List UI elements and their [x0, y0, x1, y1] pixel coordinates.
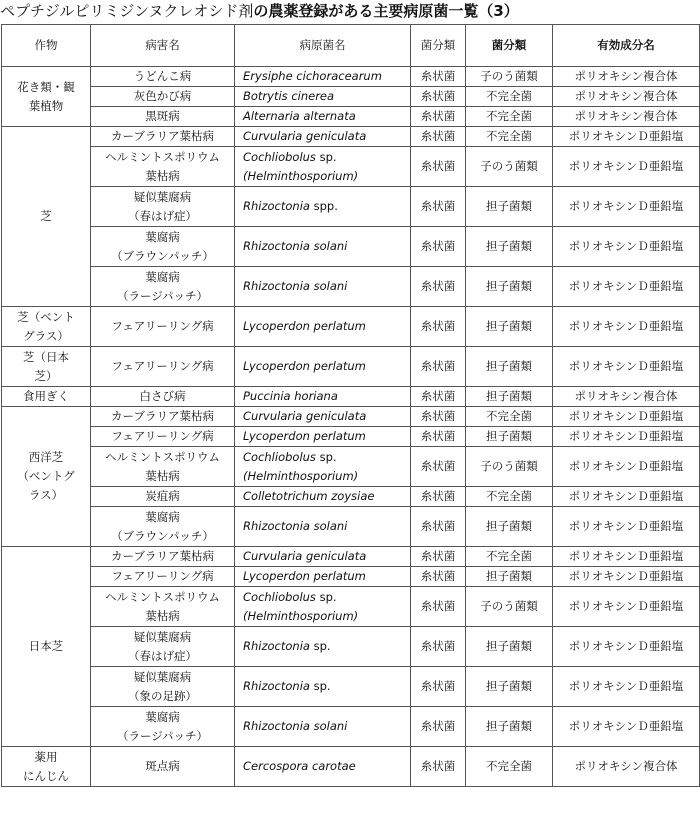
disease-cell	[91, 407, 235, 427]
disease-cell	[91, 347, 235, 387]
pathogen-name: Rhizoctonia solani	[243, 239, 348, 253]
type1-cell: 糸状菌	[411, 387, 466, 407]
type1-cell: 糸状菌	[411, 307, 466, 347]
ingredient-cell: ポリオキシンＤ亜鉛塩	[553, 427, 700, 447]
pathogen-qualifier: spp.	[309, 199, 338, 213]
table-row	[2, 407, 700, 427]
table-row	[2, 487, 700, 507]
disease-line: 疑似葉腐病	[133, 189, 192, 204]
pathogen-name: Curvularia geniculata	[243, 549, 367, 563]
disease-line: フェアリーリング病	[111, 319, 214, 333]
disease-line: 灰色かび病	[133, 89, 192, 103]
pathogen-qualifier: sp.	[315, 449, 337, 464]
table-row	[2, 387, 700, 407]
disease-cell	[91, 447, 235, 487]
pathogen-name: Puccinia horiana	[243, 389, 338, 403]
pathogen-cell	[235, 227, 411, 267]
type2-cell: 不完全菌	[466, 107, 553, 127]
type2-cell: 担子菌類	[466, 707, 553, 747]
pathogen-cell	[235, 747, 411, 787]
pathogen-qualifier: sp.	[309, 679, 331, 693]
type1-cell: 糸状菌	[411, 87, 466, 107]
pathogen-cell	[235, 627, 411, 667]
header-row	[2, 25, 700, 67]
disease-line: フェアリーリング病	[111, 429, 214, 443]
table-body	[2, 67, 700, 787]
disease-line: うどんこ病	[133, 69, 192, 83]
disease-cell	[91, 267, 235, 307]
pathogen-name: Cochliobolus	[243, 149, 316, 164]
table-row	[2, 67, 700, 87]
disease-line: （ブラウンパッチ）	[111, 248, 214, 263]
pathogen-name: Lycoperdon perlatum	[243, 569, 366, 583]
table-row	[2, 567, 700, 587]
type2-cell: 子のう菌類	[466, 147, 553, 187]
table-row	[2, 627, 700, 667]
table-row	[2, 667, 700, 707]
pathogen-cell	[235, 707, 411, 747]
crop-line: グラス）	[23, 328, 69, 343]
table-row	[2, 107, 700, 127]
ingredient-cell: ポリオキシンＤ亜鉛塩	[553, 267, 700, 307]
pathogen-name: Colletotrichum zoysiae	[243, 489, 375, 503]
crop-line: 芝）	[34, 368, 58, 383]
table-row	[2, 347, 700, 387]
pathogen-cell	[235, 587, 411, 627]
type1-cell: 糸状菌	[411, 407, 466, 427]
table-row	[2, 127, 700, 147]
table-row	[2, 147, 700, 187]
type2-cell: 担子菌類	[466, 347, 553, 387]
type1-cell: 糸状菌	[411, 747, 466, 787]
disease-line: 黒斑病	[145, 109, 180, 123]
disease-cell	[91, 707, 235, 747]
type1-cell: 糸状菌	[411, 227, 466, 267]
crop-cell	[2, 347, 91, 387]
type1-cell: 糸状菌	[411, 567, 466, 587]
page-title	[0, 0, 519, 22]
pathogen-qualifier: sp.	[309, 639, 331, 653]
pathogen-qualifier: sp.	[315, 589, 337, 604]
disease-cell	[91, 567, 235, 587]
type2-cell: 子のう菌類	[466, 587, 553, 627]
ingredient-cell: ポリオキシンＤ亜鉛塩	[553, 187, 700, 227]
pathogen-name: Botrytis cinerea	[243, 89, 335, 103]
disease-cell	[91, 427, 235, 447]
pathogen-cell	[235, 567, 411, 587]
pathogen-name: Rhizoctonia	[243, 679, 310, 693]
table-row	[2, 307, 700, 347]
type1-cell: 糸状菌	[411, 547, 466, 567]
type1-cell: 糸状菌	[411, 627, 466, 667]
disease-cell	[91, 747, 235, 787]
disease-line: フェアリーリング病	[111, 359, 214, 373]
disease-line: カーブラリア葉枯病	[111, 409, 214, 423]
disease-cell	[91, 127, 235, 147]
disease-line: （ブラウンパッチ）	[111, 528, 214, 543]
disease-line: 葉枯病	[145, 608, 180, 623]
type2-cell: 不完全菌	[466, 87, 553, 107]
type1-cell: 糸状菌	[411, 267, 466, 307]
pathogen-name: Rhizoctonia solani	[243, 719, 348, 733]
disease-cell	[91, 387, 235, 407]
type1-cell: 糸状菌	[411, 187, 466, 227]
crop-line: 西洋芝	[28, 450, 64, 464]
disease-line: （春はげ症）	[128, 208, 197, 223]
disease-line: （春はげ症）	[128, 648, 197, 663]
table-row	[2, 507, 700, 547]
crop-cell	[2, 127, 91, 307]
disease-cell	[91, 147, 235, 187]
disease-line: ヘルミントスポリウム	[105, 589, 220, 604]
type2-cell: 担子菌類	[466, 567, 553, 587]
pathogen-table	[1, 24, 700, 787]
pathogen-name: Curvularia geniculata	[243, 129, 367, 143]
type2-cell: 担子菌類	[466, 227, 553, 267]
table-row	[2, 707, 700, 747]
crop-cell	[2, 547, 91, 747]
pathogen-cell	[235, 267, 411, 307]
type2-cell: 不完全菌	[466, 127, 553, 147]
header-crop: 作物	[2, 25, 91, 67]
table-row	[2, 747, 700, 787]
type1-cell: 糸状菌	[411, 707, 466, 747]
disease-line: 疑似葉腐病	[133, 669, 192, 684]
disease-line: ヘルミントスポリウム	[105, 449, 220, 464]
pathogen-cell	[235, 187, 411, 227]
crop-line: 芝（ベント	[17, 309, 75, 324]
pathogen-name: (Helminthosporium)	[243, 608, 359, 623]
header-disease: 病害名	[91, 25, 235, 67]
disease-line: （ラージパッチ）	[117, 288, 208, 303]
crop-line: 芝	[40, 209, 52, 223]
crop-cell	[2, 307, 91, 347]
crop-line: ラス）	[28, 488, 64, 502]
disease-cell	[91, 87, 235, 107]
disease-cell	[91, 187, 235, 227]
ingredient-cell: ポリオキシン複合体	[553, 387, 700, 407]
disease-line: 葉腐病	[145, 229, 180, 244]
disease-cell	[91, 667, 235, 707]
pathogen-name: (Helminthosporium)	[243, 168, 359, 183]
ingredient-cell: ポリオキシンＤ亜鉛塩	[553, 347, 700, 387]
pathogen-name: Cochliobolus	[243, 449, 316, 464]
disease-cell	[91, 507, 235, 547]
pathogen-cell	[235, 87, 411, 107]
ingredient-cell: ポリオキシン複合体	[553, 107, 700, 127]
crop-line: （ベントグ	[17, 469, 75, 483]
disease-line: カーブラリア葉枯病	[111, 549, 214, 563]
ingredient-cell: ポリオキシンＤ亜鉛塩	[553, 507, 700, 547]
pathogen-name: Cochliobolus	[243, 589, 316, 604]
table-row	[2, 447, 700, 487]
pathogen-cell	[235, 147, 411, 187]
table-row	[2, 587, 700, 627]
table-row	[2, 227, 700, 267]
pathogen-name: Rhizoctonia	[243, 199, 310, 213]
type1-cell: 糸状菌	[411, 147, 466, 187]
disease-line: 疑似葉腐病	[133, 629, 192, 644]
pathogen-name: Cercospora carotae	[243, 759, 356, 773]
type2-cell: 不完全菌	[466, 547, 553, 567]
table-row	[2, 547, 700, 567]
ingredient-cell: ポリオキシンＤ亜鉛塩	[553, 227, 700, 267]
ingredient-cell: ポリオキシンＤ亜鉛塩	[553, 667, 700, 707]
pathogen-cell	[235, 107, 411, 127]
crop-line: 日本芝	[28, 639, 64, 653]
pathogen-cell	[235, 127, 411, 147]
pathogen-qualifier: sp.	[315, 149, 337, 164]
disease-line: カーブラリア葉枯病	[111, 129, 214, 143]
pathogen-name: Alternaria alternata	[243, 109, 356, 123]
ingredient-cell: ポリオキシンＤ亜鉛塩	[553, 147, 700, 187]
type1-cell: 糸状菌	[411, 587, 466, 627]
type2-cell: 担子菌類	[466, 667, 553, 707]
crop-line: 薬用	[34, 749, 58, 764]
disease-line: 斑点病	[145, 759, 180, 773]
disease-cell	[91, 547, 235, 567]
ingredient-cell: ポリオキシン複合体	[553, 87, 700, 107]
table-row	[2, 187, 700, 227]
type2-cell: 担子菌類	[466, 307, 553, 347]
pathogen-name: Curvularia geniculata	[243, 409, 367, 423]
pathogen-cell	[235, 407, 411, 427]
disease-line: 葉腐病	[145, 709, 180, 724]
header-pathogen: 病原菌名	[235, 25, 411, 67]
pathogen-cell	[235, 667, 411, 707]
crop-line: 葉植物	[28, 98, 64, 113]
type2-cell: 担子菌類	[466, 267, 553, 307]
type2-cell: 担子菌類	[466, 427, 553, 447]
header-type1: 菌分類	[411, 25, 466, 67]
type1-cell: 糸状菌	[411, 67, 466, 87]
disease-line: フェアリーリング病	[111, 569, 214, 583]
disease-line: （象の足跡）	[128, 688, 197, 703]
type1-cell: 糸状菌	[411, 447, 466, 487]
table-row	[2, 87, 700, 107]
ingredient-cell: ポリオキシンＤ亜鉛塩	[553, 587, 700, 627]
crop-line: 花き類・観	[17, 79, 75, 94]
disease-cell	[91, 627, 235, 667]
table-row	[2, 267, 700, 307]
disease-cell	[91, 587, 235, 627]
crop-cell	[2, 67, 91, 127]
type2-cell: 担子菌類	[466, 387, 553, 407]
type2-cell: 子のう菌類	[466, 447, 553, 487]
ingredient-cell: ポリオキシンＤ亜鉛塩	[553, 707, 700, 747]
disease-line: ヘルミントスポリウム	[105, 149, 220, 164]
disease-cell	[91, 307, 235, 347]
disease-line: 葉腐病	[145, 269, 180, 284]
title-bold: の農薬登録がある主要病原菌一覧（3）	[253, 2, 519, 20]
type1-cell: 糸状菌	[411, 107, 466, 127]
ingredient-cell: ポリオキシンＤ亜鉛塩	[553, 307, 700, 347]
disease-line: 白さび病	[139, 389, 186, 403]
pathogen-cell	[235, 387, 411, 407]
disease-line: （ラージパッチ）	[117, 728, 208, 743]
type1-cell: 糸状菌	[411, 507, 466, 547]
type2-cell: 子のう菌類	[466, 67, 553, 87]
ingredient-cell: ポリオキシン複合体	[553, 67, 700, 87]
pathogen-name: Rhizoctonia	[243, 639, 310, 653]
pathogen-cell	[235, 347, 411, 387]
header-type2: 菌分類	[466, 25, 553, 67]
ingredient-cell: ポリオキシンＤ亜鉛塩	[553, 487, 700, 507]
disease-cell	[91, 107, 235, 127]
type1-cell: 糸状菌	[411, 347, 466, 387]
ingredient-cell: ポリオキシンＤ亜鉛塩	[553, 567, 700, 587]
pathogen-name: Rhizoctonia solani	[243, 519, 348, 533]
pathogen-name: Lycoperdon perlatum	[243, 429, 366, 443]
pathogen-cell	[235, 507, 411, 547]
crop-line: 食用ぎく	[23, 389, 69, 403]
disease-cell	[91, 227, 235, 267]
ingredient-cell: ポリオキシンＤ亜鉛塩	[553, 447, 700, 487]
ingredient-cell: ポリオキシンＤ亜鉛塩	[553, 547, 700, 567]
ingredient-cell: ポリオキシンＤ亜鉛塩	[553, 127, 700, 147]
type2-cell: 担子菌類	[466, 627, 553, 667]
pathogen-name: (Helminthosporium)	[243, 468, 359, 483]
pathogen-name: Rhizoctonia solani	[243, 279, 348, 293]
crop-cell	[2, 747, 91, 787]
title-normal: ペプチジルピリミジンヌクレオシド剤	[0, 2, 254, 20]
pathogen-name: Lycoperdon perlatum	[243, 359, 366, 373]
type1-cell: 糸状菌	[411, 487, 466, 507]
crop-cell	[2, 407, 91, 547]
type1-cell: 糸状菌	[411, 667, 466, 707]
crop-cell	[2, 387, 91, 407]
type2-cell: 不完全菌	[466, 487, 553, 507]
pathogen-name: Erysiphe cichoracearum	[243, 69, 382, 83]
crop-line: にんじん	[23, 768, 69, 783]
pathogen-cell	[235, 427, 411, 447]
type2-cell: 不完全菌	[466, 747, 553, 787]
ingredient-cell: ポリオキシンＤ亜鉛塩	[553, 627, 700, 667]
pathogen-cell	[235, 547, 411, 567]
ingredient-cell: ポリオキシンＤ亜鉛塩	[553, 407, 700, 427]
table-row	[2, 427, 700, 447]
ingredient-cell: ポリオキシン複合体	[553, 747, 700, 787]
pathogen-cell	[235, 307, 411, 347]
header-ingredient: 有効成分名	[553, 25, 700, 67]
type2-cell: 不完全菌	[466, 407, 553, 427]
disease-line: 葉枯病	[145, 168, 180, 183]
pathogen-name: Lycoperdon perlatum	[243, 319, 366, 333]
disease-line: 葉腐病	[145, 509, 180, 524]
type2-cell: 担子菌類	[466, 187, 553, 227]
pathogen-cell	[235, 67, 411, 87]
pathogen-cell	[235, 487, 411, 507]
crop-line: 芝（日本	[23, 349, 69, 364]
disease-cell	[91, 67, 235, 87]
disease-line: 炭疽病	[145, 489, 180, 503]
type2-cell: 担子菌類	[466, 507, 553, 547]
type1-cell: 糸状菌	[411, 427, 466, 447]
disease-cell	[91, 487, 235, 507]
pathogen-cell	[235, 447, 411, 487]
type1-cell: 糸状菌	[411, 127, 466, 147]
disease-line: 葉枯病	[145, 468, 180, 483]
